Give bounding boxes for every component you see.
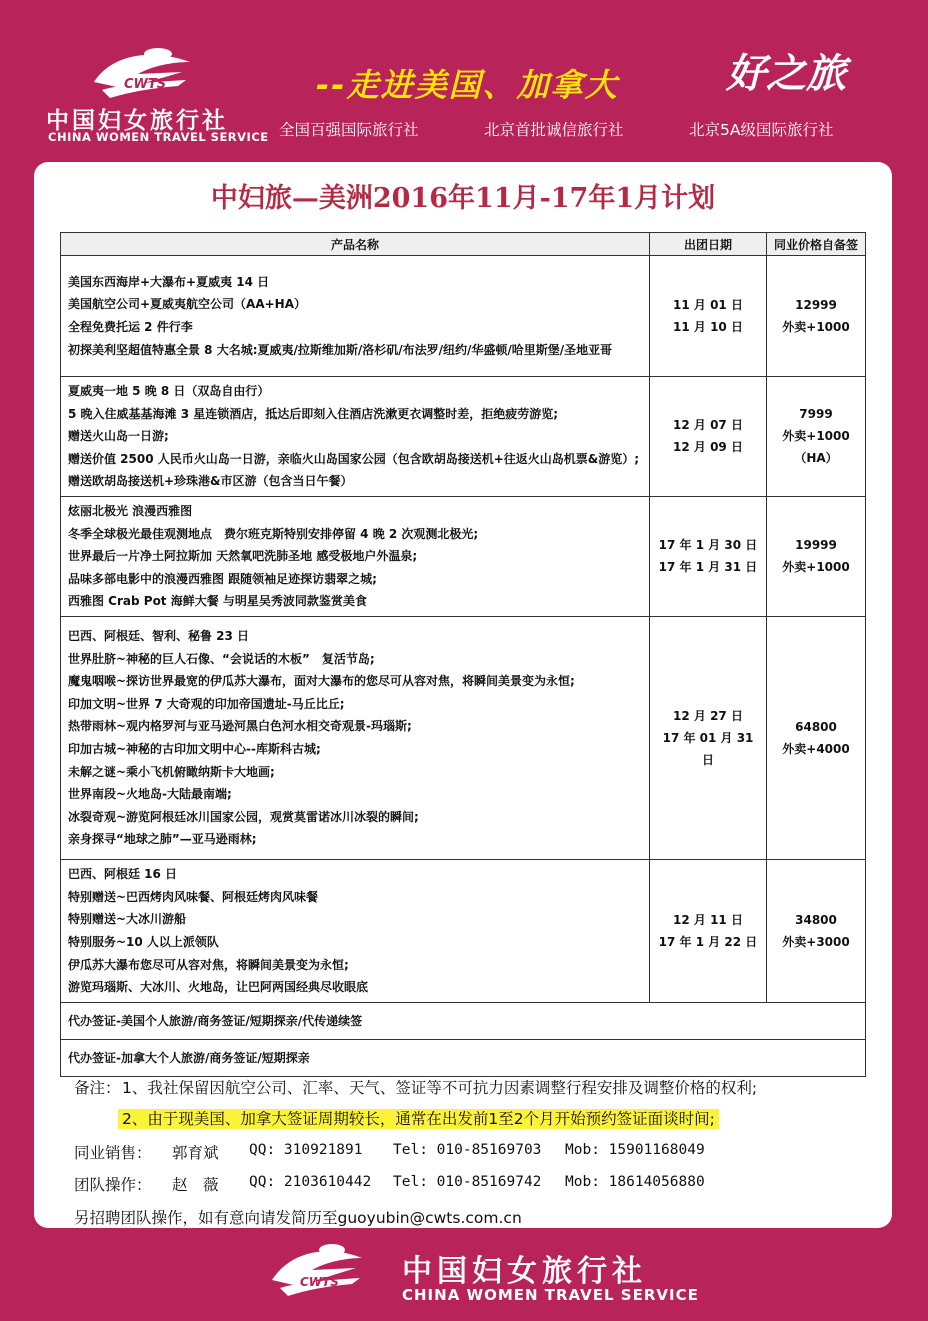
header-price: 同业价格自备签 xyxy=(767,233,866,256)
product-line: 赠送火山岛一日游; xyxy=(68,429,169,444)
product-line: 未解之谜~乘小飞机俯瞰纳斯卡大地画; xyxy=(68,764,275,779)
tag-integrity: 北京首批诚信旅行社 xyxy=(484,121,624,139)
svg-text:CWTS: CWTS xyxy=(124,77,167,92)
price-value: 7999 xyxy=(799,407,833,422)
table-header-row xyxy=(61,233,866,256)
svg-text:CWTS: CWTS xyxy=(300,1275,339,1289)
product-line: 冬季全球极光最佳观测地点 费尔班克斯特别安排停留 4 晚 2 次观测北极光; xyxy=(68,526,479,541)
product-cell xyxy=(61,256,650,377)
note-2-highlight xyxy=(118,1107,719,1129)
company-logo-icon xyxy=(82,44,197,104)
notes-label: 备注： xyxy=(74,1079,121,1097)
date-cell xyxy=(650,616,767,859)
page-title: 中妇旅—美洲2016年11月-17年1月计划 xyxy=(210,183,716,214)
product-line: 印加古城~神秘的古印加文明中心--库斯科古城; xyxy=(68,741,321,756)
product-line: 游览玛瑙斯、大冰川、火地岛，让巴阿两国经典尽收眼底 xyxy=(68,980,369,995)
date-value: 11 月 01 日 xyxy=(673,298,743,312)
header-product: 产品名称 xyxy=(61,233,650,256)
date-value: 12 月 09 日 xyxy=(673,440,743,455)
price-markup: 外卖+1000 xyxy=(782,560,850,575)
product-title: 巴西、阿根廷、智利、秘鲁 23 日 xyxy=(68,628,250,643)
product-line: 美国航空公司+夏威夷航空公司（AA+HA） xyxy=(68,297,307,312)
date-value: 17 年 1 月 22 日 xyxy=(658,934,758,949)
price-cell xyxy=(767,616,866,859)
product-line: 全程免费托运 2 件行李 xyxy=(68,320,193,334)
visa-canada-text: 代办签证-加拿大个人旅游/商务签证/短期探亲 xyxy=(61,1039,866,1076)
product-title: 炫丽北极光 浪漫西雅图 xyxy=(68,503,193,518)
product-line: 世界南段~火地岛-大陆最南端; xyxy=(68,787,232,802)
visa-usa-text: 代办签证-美国个人旅游/商务签证/短期探亲/代传递续签 xyxy=(61,1002,866,1039)
product-cell xyxy=(61,377,650,497)
footer-company-cn: 中国妇女旅行社 xyxy=(402,1254,647,1289)
product-line: 热带雨林~观内格罗河与亚马逊河黑白色河水相交奇观景-玛瑙斯; xyxy=(68,719,412,734)
table-row xyxy=(61,256,866,377)
contact-ops-qq: QQ: 2103610442 xyxy=(249,1174,372,1190)
company-name-cn: 中国妇女旅行社 xyxy=(46,108,228,134)
header-date: 出团日期 xyxy=(650,233,767,256)
company-name-en: CHINA WOMEN TRAVEL SERVICE xyxy=(48,130,269,144)
tag-5a: 北京5A级国际旅行社 xyxy=(689,121,834,139)
table-row xyxy=(61,496,866,616)
contact-sales-tel: Tel: 010-85169703 xyxy=(393,1142,542,1158)
date-cell xyxy=(650,256,767,377)
product-title: 巴西、阿根廷 16 日 xyxy=(68,867,178,882)
contact-ops-name: 赵 薇 xyxy=(172,1176,219,1194)
header xyxy=(0,0,928,160)
product-line: 赠送欧胡岛接送机+珍珠港&市区游（包含当日午餐） xyxy=(68,474,353,489)
product-title: 夏威夷一地 5 晚 8 日（双岛自由行） xyxy=(68,384,270,398)
price-cell xyxy=(767,256,866,377)
product-line: 5 晚入住威基基海滩 3 星连锁酒店，抵达后即刻入住酒店洗漱更衣调整时差，拒绝疲劳游览; xyxy=(68,406,559,421)
contact-sales-qq: QQ: 310921891 xyxy=(249,1142,363,1158)
product-line: 冰裂奇观~游览阿根廷冰川国家公园，观赏莫雷诺冰川冰裂的瞬间; xyxy=(68,809,419,824)
product-line: 世界肚脐~神秘的巨人石像、“会说话的木板” 复活节岛; xyxy=(68,651,375,666)
footer-logo-icon xyxy=(262,1240,367,1302)
visa-row-usa xyxy=(61,1002,866,1039)
table-row xyxy=(61,377,866,497)
product-cell xyxy=(61,616,650,859)
product-cell xyxy=(61,496,650,616)
plan-table xyxy=(60,232,866,1077)
price-cell xyxy=(767,859,866,1002)
brush-calligraphy: 好之旅 xyxy=(726,50,846,97)
price-markup: 外卖+3000 xyxy=(782,934,850,949)
price-value: 12999 xyxy=(795,298,837,312)
contact-sales-name: 郭育斌 xyxy=(172,1144,219,1162)
price-markup: 外卖+1000 xyxy=(782,429,850,444)
product-line: 初探美利坚超值特惠全景 8 大名城:夏威夷/拉斯维加斯/洛杉矶/布法罗/纽约/华盛顿/哈里斯堡/圣地亚哥 xyxy=(68,342,613,357)
footer-company-en: CHINA WOMEN TRAVEL SERVICE xyxy=(402,1286,699,1304)
contact-ops-tel: Tel: 010-85169742 xyxy=(393,1174,542,1190)
note-1: 1、我社保留因航空公司、汇率、天气、签证等不可抗力因素调整行程安排及调整价格的权利; xyxy=(122,1079,758,1097)
product-line: 品味多部电影中的浪漫西雅图 跟随领袖足迹探访翡翠之城; xyxy=(68,571,377,586)
date-cell xyxy=(650,377,767,497)
date-cell xyxy=(650,859,767,1002)
price-value: 19999 xyxy=(795,538,837,553)
date-value: 12 月 07 日 xyxy=(673,418,743,433)
date-value: 12 月 11 日 xyxy=(673,912,743,927)
product-line: 特别赠送~大冰川游船 xyxy=(68,912,187,927)
price-value: 64800 xyxy=(795,719,837,734)
price-cell xyxy=(767,377,866,497)
note-2: 2、由于现美国、加拿大签证周期较长，通常在出发前1至2个月开始预约签证面谈时间; xyxy=(118,1109,719,1129)
price-markup: 外卖+4000 xyxy=(782,741,850,756)
price-markup: 外卖+1000 xyxy=(782,320,850,334)
product-line: 特别服务~10 人以上派领队 xyxy=(68,934,219,949)
product-line: 印加文明~世界 7 大奇观的印加帝国遗址-马丘比丘; xyxy=(68,696,345,711)
price-value: 34800 xyxy=(795,912,837,927)
product-line: 世界最后一片净土阿拉斯加 天然氧吧洗肺圣地 感受极地户外温泉; xyxy=(68,549,418,564)
visa-row-canada xyxy=(61,1039,866,1076)
contact-ops-mob: Mob: 18614056880 xyxy=(565,1174,705,1190)
content-card xyxy=(34,162,892,1228)
price-cell xyxy=(767,496,866,616)
contact-sales-mob: Mob: 15901168049 xyxy=(565,1142,705,1158)
contact-sales-role: 同业销售： xyxy=(74,1144,152,1162)
table-row xyxy=(61,859,866,1002)
tag-top100: 全国百强国际旅行社 xyxy=(279,121,419,139)
date-value: 17 年 1 月 30 日 xyxy=(658,538,758,553)
table-row xyxy=(61,616,866,859)
product-line: 魔鬼咽喉~探访世界最宽的伊瓜苏大瀑布，面对大瀑布的您尽可从容对焦，将瞬间美景变为永恒; xyxy=(68,674,575,689)
date-cell xyxy=(650,496,767,616)
product-line: 特别赠送~巴西烤肉风味餐、阿根廷烤肉风味餐 xyxy=(68,889,319,904)
date-value: 17 年 1 月 31 日 xyxy=(658,560,758,575)
product-line: 亲身探寻“地球之肺”—亚马逊雨林; xyxy=(68,832,257,847)
date-value: 12 月 27 日 xyxy=(673,708,743,723)
product-line: 西雅图 Crab Pot 海鲜大餐 与明星吴秀波同款鉴赏美食 xyxy=(68,594,367,609)
slogan: --走进美国、加拿大 xyxy=(316,66,619,104)
product-title: 美国东西海岸+大瀑布+夏威夷 14 日 xyxy=(68,274,270,289)
date-value: 11 月 10 日 xyxy=(673,320,743,334)
product-cell xyxy=(61,859,650,1002)
product-line: 赠送价值 2500 人民币火山岛一日游，亲临火山岛国家公园（包含欧胡岛接送机+往返火山岛机票&游览）; xyxy=(68,451,640,466)
contact-ops-role: 团队操作： xyxy=(74,1176,152,1194)
price-airline: （HA） xyxy=(794,451,838,466)
product-line: 伊瓜苏大瀑布您尽可从容对焦，将瞬间美景变为永恒; xyxy=(68,957,349,972)
recruit-notice: 另招聘团队操作，如有意向请发简历至guoyubin@cwts.com.cn xyxy=(74,1209,522,1227)
date-value: 17 年 01 月 31 日 xyxy=(662,730,754,767)
